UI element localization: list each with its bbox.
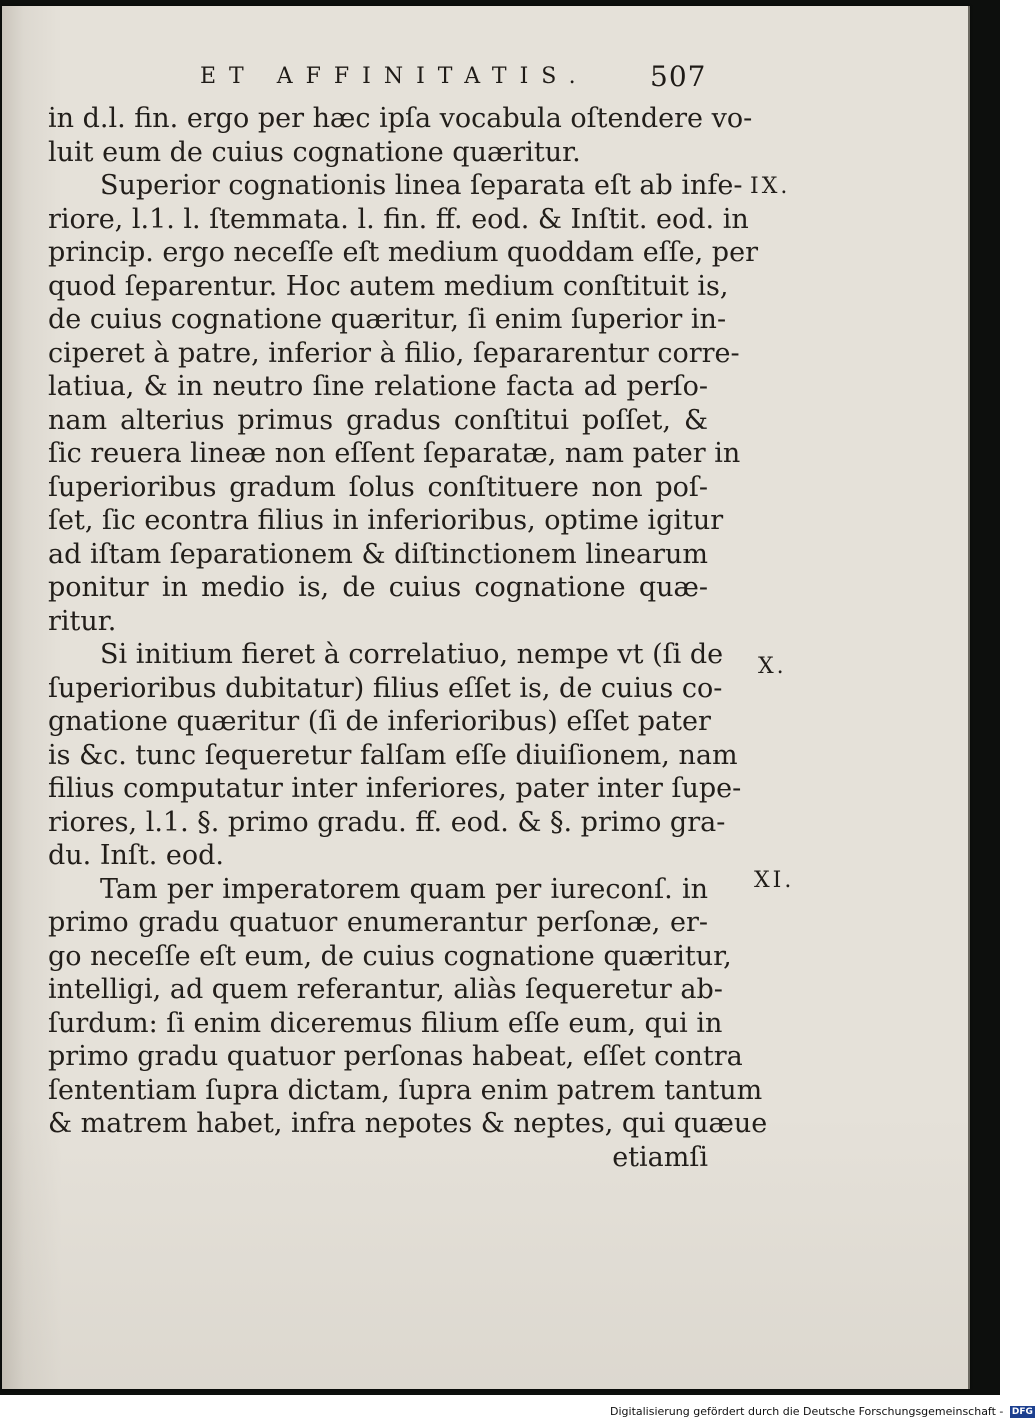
text-line: Tam per imperatorem quam per iureconſ. in [100,873,708,905]
dfg-logo: DFG [1011,1407,1033,1417]
page-number: 507 [650,60,707,93]
text-line: nam alterius primus gradus conſtitui poſſet, & [48,404,708,436]
text-line: ſuperioribus gradum ſolus conſtituere non poſ- [48,471,708,503]
text-line: filius computatur inter inferiores, pater inter ſupe- [48,773,742,804]
text-line: riore, l.1. l. ſtemmata. l. fin. ff. eod. & Inſtit. eod. in [48,203,749,235]
text-line: latiua, & in neutro ſine relatione facta ad perſo- [48,371,708,402]
text-line: gnatione quæritur (ſi de inferioribus) eſſet pater [48,706,711,737]
text-line: ſurdum: ſi enim diceremus filium eſſe eum, qui in [48,1007,723,1039]
text-line: ſet, ſic econtra filius in inferioribus, optime igitur [48,505,724,536]
book-page [2,6,970,1389]
text-line: quod ſeparentur. Hoc autem medium conſtituit is, [48,270,729,302]
footer-text: Digitalisierung gefördert durch die Deutsche Forschungsgemeinschaft - [610,1405,1004,1418]
margin-note-xi: XI. [754,868,795,893]
text-line: primo gradu quatuor enumerantur perſonæ, er- [48,907,708,938]
text-line: go neceſſe eſt eum, de cuius cognatione quæritur, [48,940,732,972]
text-line: du. Inſt. eod. [48,840,225,871]
body-text [48,102,768,1174]
text-line: riores, l.1. §. primo gradu. ff. eod. & §. primo gra- [48,806,726,838]
text-line: Superior cognationis linea ſeparata eſt ab infe- [100,170,743,201]
text-line: Si initium fieret à correlatiuo, nempe vt (ſi de [100,639,724,670]
running-head [2,60,762,104]
digitization-footer [610,1405,1035,1418]
text-line: ſic reuera lineæ non eſſent ſeparatæ, nam pater in [48,438,741,469]
text-line: is &c. tunc ſequeretur falſam eſſe diuiſionem, nam [48,739,738,771]
text-line: de cuius cognatione quæritur, ſi enim ſuperior in- [48,304,727,335]
text-line: intelligi, ad quem referantur, aliàs ſequeretur ab- [48,974,723,1005]
margin-note-ix: IX. [750,174,791,199]
text-line: princip. ergo neceſſe eſt medium quoddam eſſe, per [48,237,758,268]
text-line: primo gradu quatuor perſonas habeat, eſſet contra [48,1041,743,1072]
text-line: ſententiam ſupra dictam, ſupra enim patrem tantum [48,1074,763,1106]
running-head-title: ET AFFINITATIS. [200,64,589,89]
text-line: ritur. [48,605,117,637]
catchword: etiamſi [612,1141,708,1173]
text-line: ponitur in medio is, de cuius cognatione quæ- [48,572,708,603]
text-line: in d.l. fin. ergo per hæc ipſa vocabula oſtendere vo- [48,103,753,134]
text-line: ad iſtam ſeparationem & diſtinctionem linearum [48,538,708,570]
margin-note-x: X. [758,654,787,679]
text-line: luit eum de cuius cognatione quæritur. [48,136,581,168]
text-line: ſuperioribus dubitatur) filius eſſet is, de cuius co- [48,672,723,704]
text-line: ciperet à patre, inferior à filio, ſepararentur corre- [48,337,740,369]
text-line: & matrem habet, infra nepotes & neptes, qui quæue [48,1108,768,1139]
